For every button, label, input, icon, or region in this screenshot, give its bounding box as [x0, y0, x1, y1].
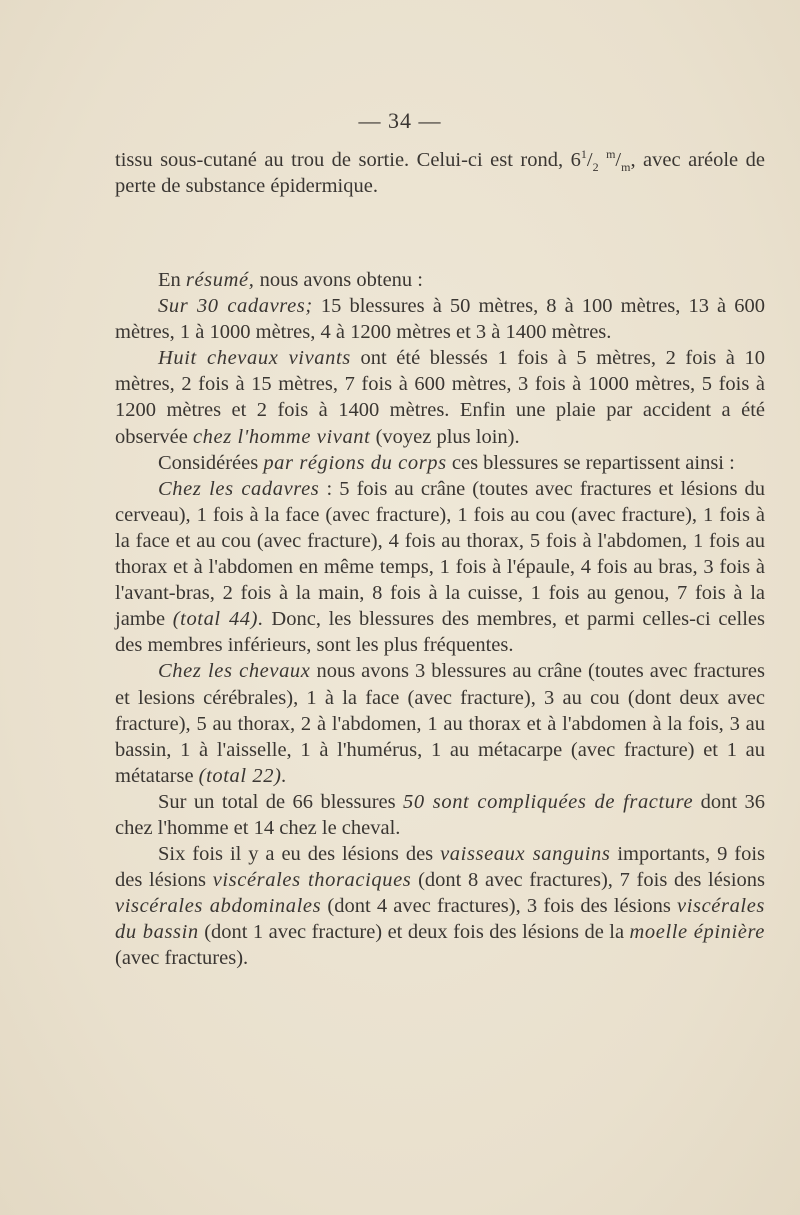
continuation-paragraph: tissu sous-cutané au trou de sortie. Celui-ci est rond, $6^1/_2$ $^m/_m$, avec aréole de perte de substance épidermique.: [115, 147, 765, 198]
paragraph-cadavres-regions: Chez les cadavres : 5 fois au crâne (toutes avec fractures et lésions du cerveau), 1 fois à la face (avec fracture), 1 fois au cou (avec fracture), 1 fois à la face et au cou (avec fracture), 4 fois au thorax, 5 fois à l'abdomen, 1 fois au thorax et à l'abdomen en même temps, 1 fois à l'épaule, 4 fois au bras, 3 fois à l'avant-bras, 2 fois à la main, 8 fois à la cuisse, 1 fois au genou, 7 fois à la jambe (total 44). Donc, les blessures des membres, et parmi celles-ci celles des membres inférieurs, sont les plus fréquentes.: [115, 477, 766, 657]
page-number: — 34 —: [358, 108, 442, 133]
paragraph-chevaux-distance: Huit chevaux vivants ont été blessés 1 fois à 5 mètres, 2 fois à 10 mètres, 2 fois à 15 mètres, 7 fois à 600 mètres, 3 fois à 1000 mètres, 5 fois à 1200 mètres et 2 fois à 1400 mètres. Enfin une plaie par accident a été observée chez l'homme vivant (voyez plus loin).: [115, 347, 765, 448]
paragraph-regions: Considérées par régions du corps ces blessures se repartissent ainsi :: [158, 451, 735, 474]
paragraph-fractures-total: Sur un total de 66 blessures 50 sont compliquées de fracture dont 36 chez l'homme et 14 chez le cheval.: [115, 790, 765, 839]
paragraph-chevaux-regions: Chez les chevaux nous avons 3 blessures au crâne (toutes avec fractures et lesions cérébrales), 1 à la face (avec fracture), 3 au cou (dont deux avec fracture), 5 au thorax, 2 à l'abdomen, 1 au thorax et à l'abdomen à la fois, 3 au bassin, 1 à l'aisselle, 1 à l'humérus, 1 au métacarpe (avec fracture) et 1 au métatarse (total 22).: [115, 660, 765, 787]
summary-body: [115, 267, 765, 972]
paragraph-lesions: Six fois il y a eu des lésions des vaisseaux sanguins importants, 9 fois des lésions viscérales thoraciques (dont 8 avec fractures), 7 fois des lésions viscérales abdominales (dont 4 avec fractures), 3 fois des lésions viscérales du bassin (dont 1 avec fracture) et deux fois des lésions de la moelle épinière (avec fractures).: [115, 843, 765, 970]
paragraph-cadavres-distance: Sur 30 cadavres; 15 blessures à 50 mètres, 8 à 100 mètres, 13 à 600 mètres, 1 à 1000 mètres, 4 à 1200 mètres et 3 à 1400 mètres.: [115, 295, 765, 344]
paragraph-resume: En résumé, nous avons obtenu :: [158, 269, 423, 291]
